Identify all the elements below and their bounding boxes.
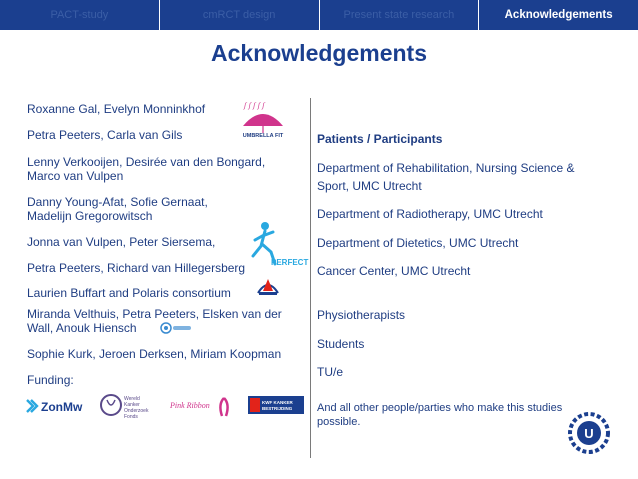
column-divider bbox=[310, 98, 311, 458]
uu-letter: U bbox=[584, 426, 594, 441]
tab-pact-study[interactable]: PACT-study bbox=[0, 0, 160, 30]
svg-text:Kanker: Kanker bbox=[124, 402, 140, 408]
credit-line: Miranda Velthuis, Petra Peeters, Elsken van der bbox=[27, 307, 282, 321]
zonmw-logo bbox=[25, 396, 87, 416]
svg-text:KWF KANKER: KWF KANKER bbox=[262, 400, 293, 405]
credit-item: possible. bbox=[317, 416, 361, 428]
credit-line: Sophie Kurk, Jeroen Derksen, Miriam Koopman bbox=[27, 347, 282, 361]
credit-line: Roxanne Gal, Evelyn Monninkhof bbox=[27, 102, 206, 116]
umbrella-fit-logo bbox=[238, 100, 288, 138]
tab-present-state-research[interactable]: Present state research bbox=[320, 0, 480, 30]
credit-line: Marco van Vulpen bbox=[27, 169, 124, 183]
credit-item: Sport, UMC Utrecht bbox=[317, 179, 422, 193]
credit-line: Madelijn Gregorowitsch bbox=[27, 209, 153, 223]
credit-item: Students bbox=[317, 337, 365, 351]
preco-logo bbox=[158, 320, 194, 336]
polaris-logo bbox=[255, 275, 281, 297]
credit-item: Department of Dietetics, UMC Utrecht bbox=[317, 236, 519, 250]
perfect-text: PERFECT bbox=[271, 258, 309, 267]
umbrella-fit-text: UMBRELLA FIT bbox=[242, 133, 284, 139]
credit-line: Wall, Anouk Hiensch bbox=[27, 321, 137, 335]
tab-cmrct-design[interactable]: cmRCT design bbox=[160, 0, 320, 30]
credit-item: And all other people/parties who make this studies bbox=[317, 402, 563, 414]
svg-text:Onderzoek: Onderzoek bbox=[124, 408, 149, 414]
credit-item: Cancer Center, UMC Utrecht bbox=[317, 264, 471, 278]
utrecht-university-logo bbox=[568, 412, 610, 454]
credit-line: Jonna van Vulpen, Peter Siersema, bbox=[27, 235, 216, 249]
funding-label: Funding: bbox=[27, 373, 74, 387]
svg-text:ʃ ʃ ʃ ʃ ʃ: ʃ ʃ ʃ ʃ ʃ bbox=[244, 102, 265, 110]
credit-item: Physiotherapists bbox=[317, 308, 406, 322]
tab-acknowledgements[interactable]: Acknowledgements bbox=[479, 0, 638, 30]
credit-line: Danny Young-Afat, Sofie Gernaat, bbox=[27, 195, 208, 209]
credit-item: Department of Rehabilitation, Nursing Science & bbox=[317, 161, 575, 175]
top-nav bbox=[0, 0, 638, 30]
credit-line: Petra Peeters, Richard van Hillegersberg bbox=[27, 261, 246, 275]
credit-line: Laurien Buffart and Polaris consortium bbox=[27, 286, 231, 300]
credit-item: Department of Radiotherapy, UMC Utrecht bbox=[317, 207, 543, 221]
svg-text:BESTRIJDING: BESTRIJDING bbox=[262, 406, 293, 411]
credit-line: Petra Peeters, Carla van Gils bbox=[27, 128, 183, 142]
zonmw-text: ZonMw bbox=[41, 400, 83, 414]
svg-text:Wereld: Wereld bbox=[124, 396, 140, 402]
pink-ribbon-text: Pink Ribbon bbox=[170, 401, 210, 410]
svg-text:Fonds: Fonds bbox=[124, 414, 138, 420]
page-title: Acknowledgements bbox=[211, 40, 427, 66]
perfect-logo bbox=[245, 220, 309, 270]
kwf-logo bbox=[248, 396, 304, 414]
wkof-logo bbox=[100, 392, 160, 418]
participants-heading: Patients / Participants bbox=[317, 132, 443, 146]
pink-ribbon-logo bbox=[168, 394, 234, 418]
credit-item: TU/e bbox=[317, 365, 344, 379]
credit-line: Lenny Verkooijen, Desirée van den Bongard, bbox=[27, 155, 266, 169]
